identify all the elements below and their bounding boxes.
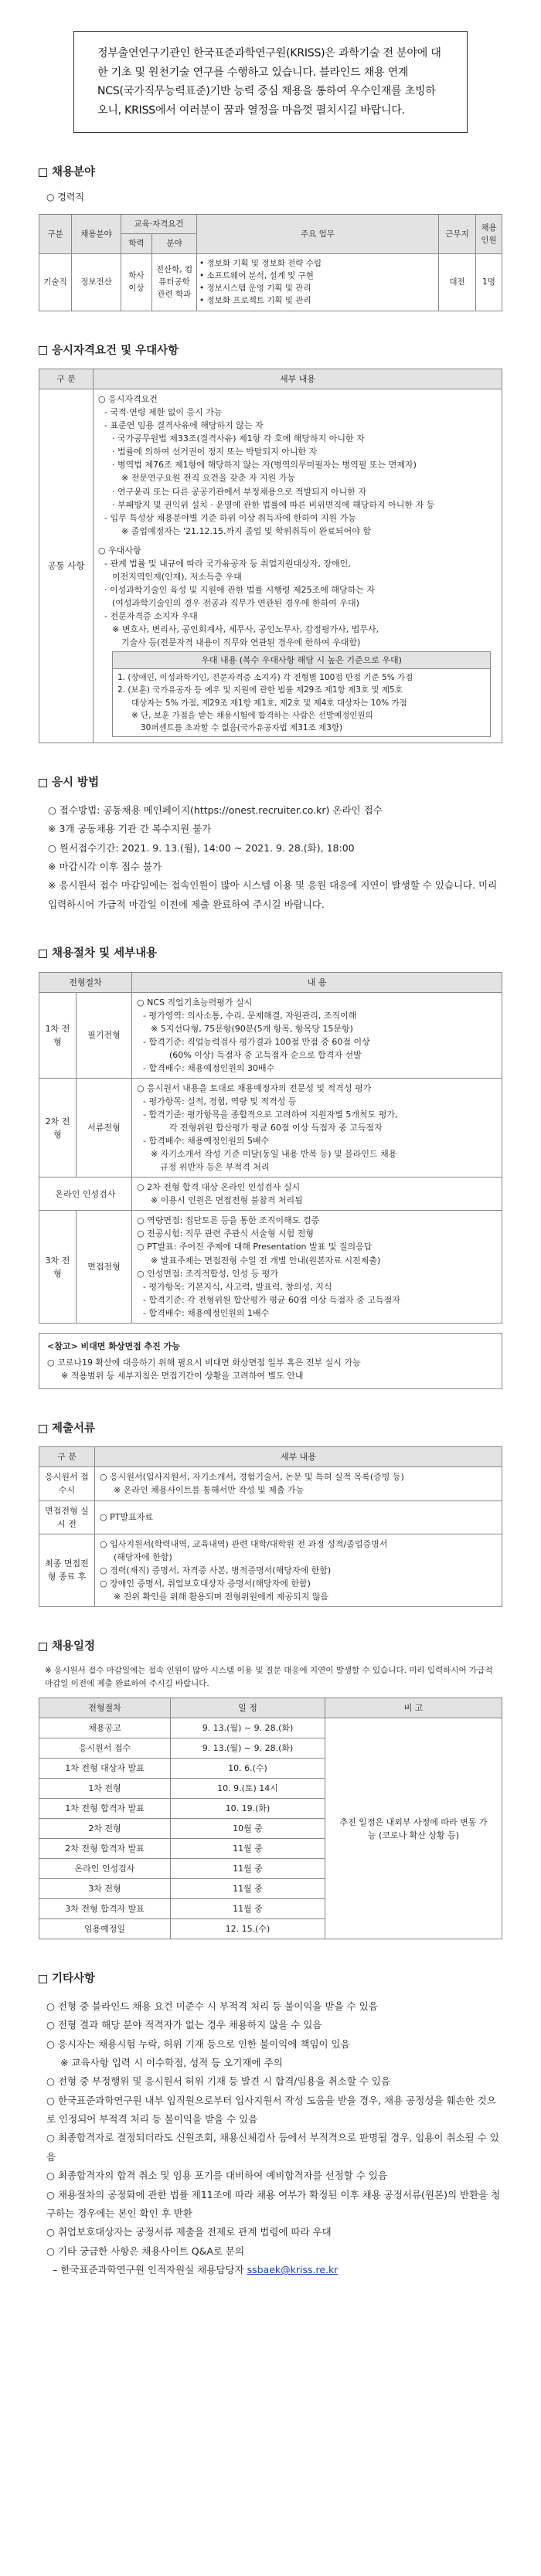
sched-stage: 채용공고: [39, 1718, 171, 1738]
section-title-qualifications: 응시자격요건 및 우대사항: [39, 342, 502, 359]
position-major: 전산학, 컴퓨터공학 관련 학과: [152, 253, 197, 311]
th-qual-category: 구 분: [39, 369, 94, 389]
doc-row-label: 면접전형 실시 전: [39, 1500, 95, 1534]
square-bullet-icon: [39, 1643, 47, 1651]
schedule-table: [39, 1698, 502, 1940]
th-edu-req: 교육·자격요건: [121, 215, 197, 234]
sched-stage: 온라인 인성검사: [39, 1859, 171, 1879]
section-title-application: 응시 방법: [39, 774, 502, 791]
th-degree: 학력: [121, 234, 152, 253]
stage-detail: ○ 응시원서 내용을 토대로 채용예정자의 전문성 및 적격성 평가 - 평가항목: 실적, 경험, 역량 및 적격성 등 - 합격기준: 평가항목을 종합적으로 고려하여 지원자별 5개척도 평가, 각 전형위원 합산평가 평균 60점 이상 득점자 중 고득점자 - 합격배수: 채용예정인원의 5배수 ※ 자기소개서 작성 기준 미달(동일 내용 반복 등) 및 블라인드 채용 규정 위반자 등은 부적격 처리: [132, 1078, 502, 1177]
square-bullet-icon: [39, 950, 47, 958]
square-bullet-icon: [39, 779, 47, 787]
stage-detail: ○ NCS 직업기초능력평가 실시 - 평가영역: 의사소통, 수리, 문제해결, 자원관리, 조직이해 ※ 5지선다형, 75문항(90분(5개 항목, 항목당 15문항) - 합격기준: 직업능력검사 평가결과 100점 만점 중 60점 이상 (60% 이상) 득점자 중 고득점자 순으로 합격자 선발 - 합격배수: 채용예정인원의 30배수: [132, 992, 502, 1078]
qualifications-table: [39, 369, 502, 743]
square-bullet-icon: [39, 1975, 47, 1983]
square-bullet-icon: [39, 346, 47, 355]
contact-line: – 한국표준과학연구원 인적자원실 채용담당자 ssbaek@kriss.re.kr: [53, 2264, 339, 2276]
stage-detail: ○ 역량면접: 집단토론 등을 통한 조직이해도 검증 ○ 전공시험: 직무 관련 주관식 서술형 시험 전형 ○ PT발표: 주어진 주제에 대해 Presentation 발표 및 질의응답 ※ 발표주제는 면접전형 수일 전 개별 안내(원본자료 시전제출) ○ 인성면접: 조직적합성, 인성 등 평가 - 평가항목: 기본지식, 사고력, 발표력, 창의성, 지식 - 합격기준: 각 전형위원 합산평가 평균 60점 이상 득점자 중 고득점자 - 합격배수: 채용예정인원의 1배수: [132, 1211, 502, 1323]
square-bullet-icon: [39, 168, 47, 177]
doc-row-detail: ○ 응시원서(입사지원서, 자기소개서, 경험기술서, 논문 및 특허 실적 목록(증빙 등) ※ 온라인 채용사이트를 통해서만 작성 및 제출 가능: [95, 1467, 502, 1500]
qual-rowlabel: 공통 사항: [39, 389, 94, 743]
qual-detail: ○ 응시자격요건 - 국적·연령 제한 없이 응시 가능 - 표준연 임용 결격사유에 해당하지 않는 자 · 국가공무원법 제33조(결격사유) 제1항 각 호에 해당하지 아니한 자 · 법률에 의하여 선거권이 정지 또는 박탈되지 아니한 자 · 병역법 제76조 제1항에 해당하지 않는 자(병역의무미필자는 병역필 또는 면제자) ※ 전문연구요원 전직 요건을 갖춘 자 지원 가능 · 연구윤리 또는 다른 공공기관에서 부정채용으로 적발되지 아니한 자 · 부패방지 및 권익위 설치 · 운영에 관한 법률에 따른 비위면직에 해당하지 아니한 자 등 - 입무 특성상 채용분야별 기준 하위 이상 취득자에 한하여 지원 가능 ※ 졸업예정자는 '21.12.15.까지 졸업 및 학위취득이 완료되어야 함 ○ 우대사항 - 관계 법률 및 내규에 따라 국가유공자 등 취업지원대상자, 장애인, 이전지역인재(인재), 저소득층 우대 · 이성과학기술인 육성 및 지원에 관한 법률 시행령 제25조에 해당하는 자 (여성과학기술인의 경우 전공과 직무가 연관된 경우에 한하여 우대) - 전문자격증 소지자 우대 ※ 변호사, 변리사, 공인회계사, 세무사, 공인노무사, 감정평가사, 법무사, 기술사 등(전문자격 내용이 직무와 연관된 경우에 한하여 우대함) 우대 내용 (복수 우대사항 해당 시 높은 기준으로 우대) 1. (장애인, 이성과학기인, 전문자격증 소지자) 각 전형별 100점 만점 기준 5% 가점 2. (보훈) 국가유공자 등 예우 및 지원에 관한 법률 제29조 제1항 제3호 및 제5호 대상자는 5% 가점, 제29조 제1항 제1호, 제2호 및 제4호 대상자는 10% 가점 ※ 단, 보훈 가점을 받는 채용시험에 합격하는 사람은 선발예정인원의 30퍼센트를 초과할 수 없음(국가유공자법 제31조 제3항): [94, 389, 502, 743]
th-qual-detail: 세부 내용: [94, 369, 502, 389]
sched-stage: 3차 전형: [39, 1879, 171, 1899]
sched-date: 9. 13.(월) ~ 9. 28.(화): [171, 1738, 325, 1758]
stage-label: 3차 전형: [39, 1211, 77, 1323]
stage-detail: ○ 2차 전형 합격 대상 온라인 인성검사 실시 ※ 이용시 인원은 면접전형 불참격 처리됨: [132, 1178, 502, 1211]
sched-stage: 1차 전형: [39, 1779, 171, 1799]
position-degree: 학사 이상: [121, 253, 152, 311]
th-sched-remark: 비 고: [325, 1698, 502, 1718]
section-title-etc: 기타사항: [39, 1970, 502, 1987]
positions-table: [39, 214, 502, 311]
section-title-schedule: 채용일정: [39, 1638, 502, 1655]
sched-date: 11월 중: [171, 1899, 325, 1919]
position-place: 대전: [439, 253, 476, 311]
th-process-stage: 전형절차: [39, 972, 132, 992]
th-sched-date: 일 정: [171, 1698, 325, 1718]
sched-date: 12. 15.(수): [171, 1919, 325, 1939]
sched-stage: 임용예정일: [39, 1919, 171, 1939]
sched-stage: 1차 전형 합격자 발표: [39, 1799, 171, 1819]
etc-list: ○ 전형 중 블라인드 채용 요건 미준수 시 부적격 처리 등 불이익을 받을 수 있음 ○ 전형 결과 해당 분야 적격자가 없는 경우 채용하지 않을 수 있음 ○ 응시자는 채용시험 누락, 허위 기재 등으로 인한 불이익에 책임이 있음 ※ 교육사항 입력 시 이수학점, 성적 등 오기재에 주의 ○ 전형 중 부정행위 및 응시원서 허위 기재 등 발견 시 합격/임용을 취소할 수 있음 ○ 한국표준과학연구원 내부 임직원으로부터 입사지원서 작성 도움을 받을 경우, 채용 공정성을 훼손한 것으로 인정되어 부적격 처리 등 불이익을 받을 수 있음 ○ 최종합격자로 결정되더라도 신원조회, 채용신체검사 등에서 부적격으로 판명될 경우, 임용이 취소될 수 있음 ○ 최종합격자의 합격 취소 및 임용 포기를 대비하여 예비합격자를 선정할 수 있음 ○ 채용절차의 공정화에 관한 법률 제11조에 따라 채용 여부가 확정된 이후 채용 공정서류(원본)의 반환을 청구하는 경우에는 본인 확인 후 반환 ○ 취업보호대상자는 공정서류 제출을 전제로 관계 법령에 따라 우대 ○ 기타 궁금한 사항은 채용사이트 Q&A로 문의 – 한국표준과학연구원 인적자원실 채용담당자 ssbaek@kriss.re.kr: [46, 1997, 502, 2280]
intro-box: 정부출연연구기관인 한국표준과학연구원(KRISS)은 과학기술 전 분야에 대한 기초 및 원천기술 연구를 수행하고 있습니다. 블라인드 채용 연계 NCS(국가직무능력표준)기반 능력 중심 채용을 통하여 우수인재를 초빙하오니, KRISS에서 여러분이 꿈과 열정을 마음껏 펼치시길 바랍니다.: [73, 31, 468, 133]
position-type: 기술직: [39, 253, 72, 311]
sched-date: 10. 6.(수): [171, 1758, 325, 1778]
sched-stage: 2차 전형: [39, 1819, 171, 1839]
section-title-process: 채용절차 및 세부내용: [39, 945, 502, 962]
th-process-detail: 내 용: [132, 972, 502, 992]
th-doc-detail: 세부 내용: [95, 1447, 502, 1467]
preference-box: 우대 내용 (복수 우대사항 해당 시 높은 기준으로 우대) 1. (장애인, 이성과학기인, 전문자격증 소지자) 각 전형별 100점 만점 기준 5% 가점 2. (보훈) 국가유공자 등 예우 및 지원에 관한 법률 제29조 제1항 제3호 및 제5호 대상자는 5% 가점, 제29조 제1항 제1호, 제2호 및 제4호 대상자는 10% 가점 ※ 단, 보훈 가점을 받는 채용시험에 합격하는 사람은 선발예정인원의 30퍼센트를 초과할 수 없음(국가유공자법 제31조 제3항): [112, 651, 491, 737]
stage-name: 필기전형: [77, 992, 132, 1078]
sched-stage: 2차 전형 합격자 발표: [39, 1839, 171, 1859]
section-title-documents: 제출서류: [39, 1420, 502, 1437]
th-doc-category: 구 분: [39, 1447, 95, 1467]
stage-label: 2차 전형: [39, 1078, 77, 1177]
sched-stage: 1차 전형 대상자 발표: [39, 1758, 171, 1778]
sched-stage: 3차 전형 합격자 발표: [39, 1899, 171, 1919]
section-title-positions: 채용분야: [39, 164, 502, 181]
sched-remark: 추진 일정은 내외부 사정에 따라 변동 가능 (코로나 확산 상황 등): [325, 1718, 502, 1939]
sched-stage: 응시원서 접수: [39, 1738, 171, 1758]
application-method: ○ 접수방법: 공동채용 메인페이지(https://onest.recruiter.co.kr) 온라인 접수 ※ 3개 공동채용 기관 간 복수지원 불가 ○ 원서접수기간: 2021. 9. 13.(월), 14:00 ~ 2021. 9. 28.(화), 18:00 ※ 마감시각 이후 접수 불가 ※ 응시원서 접수 마감일에는 접속인원이 많아 시스템 이용 및 응원 대응에 지연이 발생할 수 있습니다. 미리 입력하시어 가급적 마감일 이전에 제출 완료하여 주시길 바랍니다.: [48, 804, 498, 910]
th-field: 채용분야: [72, 215, 121, 254]
sched-date: 9. 13.(월) ~ 9. 28.(화): [171, 1718, 325, 1738]
doc-row-label: 응시원서 접수시: [39, 1467, 95, 1500]
sched-date: 11월 중: [171, 1879, 325, 1899]
th-duties: 주요 업무: [197, 215, 439, 254]
sched-date: 10. 9.(토) 14시: [171, 1779, 325, 1799]
stage-label: 1차 전형: [39, 992, 77, 1078]
th-major: 분야: [152, 234, 197, 253]
positions-subtitle: ○ 경력직: [46, 192, 85, 203]
sched-date: 10월 중: [171, 1819, 325, 1839]
doc-row-label: 최종 면접전형 종료 후: [39, 1534, 95, 1606]
square-bullet-icon: [39, 1425, 47, 1433]
virtual-interview-note: <참고> 비대면 화상면접 추진 가능 ○ 코로나19 확산에 대응하기 위해 필요시 비대면 화상면접 일부 혹은 전부 실시 가능 ※ 적용범위 등 세부지침은 면접기간이 상황을 고려하여 별도 안내: [39, 1333, 502, 1389]
th-category: 구분: [39, 215, 72, 254]
th-count: 채용 인원: [476, 215, 502, 254]
doc-row-detail: ○ PT발표자료: [95, 1500, 502, 1534]
stage-name: 서류전형: [77, 1078, 132, 1177]
stage-name: 온라인 인성검사: [39, 1178, 132, 1211]
schedule-note: ※ 응시원서 접수 마감일에는 접속 인원이 많아 시스템 이용 및 질문 대응에 지연이 발생할 수 있습니다. 미리 입력하시어 가급적 마감일 이전에 제출 완료하여 주시길 바랍니다.: [45, 1666, 493, 1688]
sched-date: 11월 중: [171, 1859, 325, 1879]
position-duties: • 정보화 기획 및 정보화 전략 수립 • 소프트웨어 분석, 설계 및 구현 • 정보시스템 운영 기획 및 관리 • 정보화 프로젝트 기획 및 관리: [197, 253, 439, 311]
position-field: 정보전산: [72, 253, 121, 311]
sched-date: 11월 중: [171, 1839, 325, 1859]
th-sched-stage: 전형절차: [39, 1698, 171, 1718]
th-place: 근무지: [439, 215, 476, 254]
contact-email-link[interactable]: ssbaek@kriss.re.kr: [247, 2264, 339, 2276]
stage-name: 면접전형: [77, 1211, 132, 1323]
process-table: [39, 972, 502, 1324]
position-count: 1명: [476, 253, 502, 311]
documents-table: [39, 1446, 502, 1606]
doc-row-detail: ○ 입사지원서(학력내역, 교육내역) 관련 대학/대학원 전 과정 성적/졸업증명서 (해당자에 한함) ○ 경력(재직) 증명서, 자격증 사본, 병적증명서(해당자에 한함) ○ 장애인 증명서, 취업보호대상자 증명서(해당자에 한함) ※ 진위 확인을 위해 활용되며 전형위원에게 제공되지 않음: [95, 1534, 502, 1606]
sched-date: 10. 19.(화): [171, 1799, 325, 1819]
